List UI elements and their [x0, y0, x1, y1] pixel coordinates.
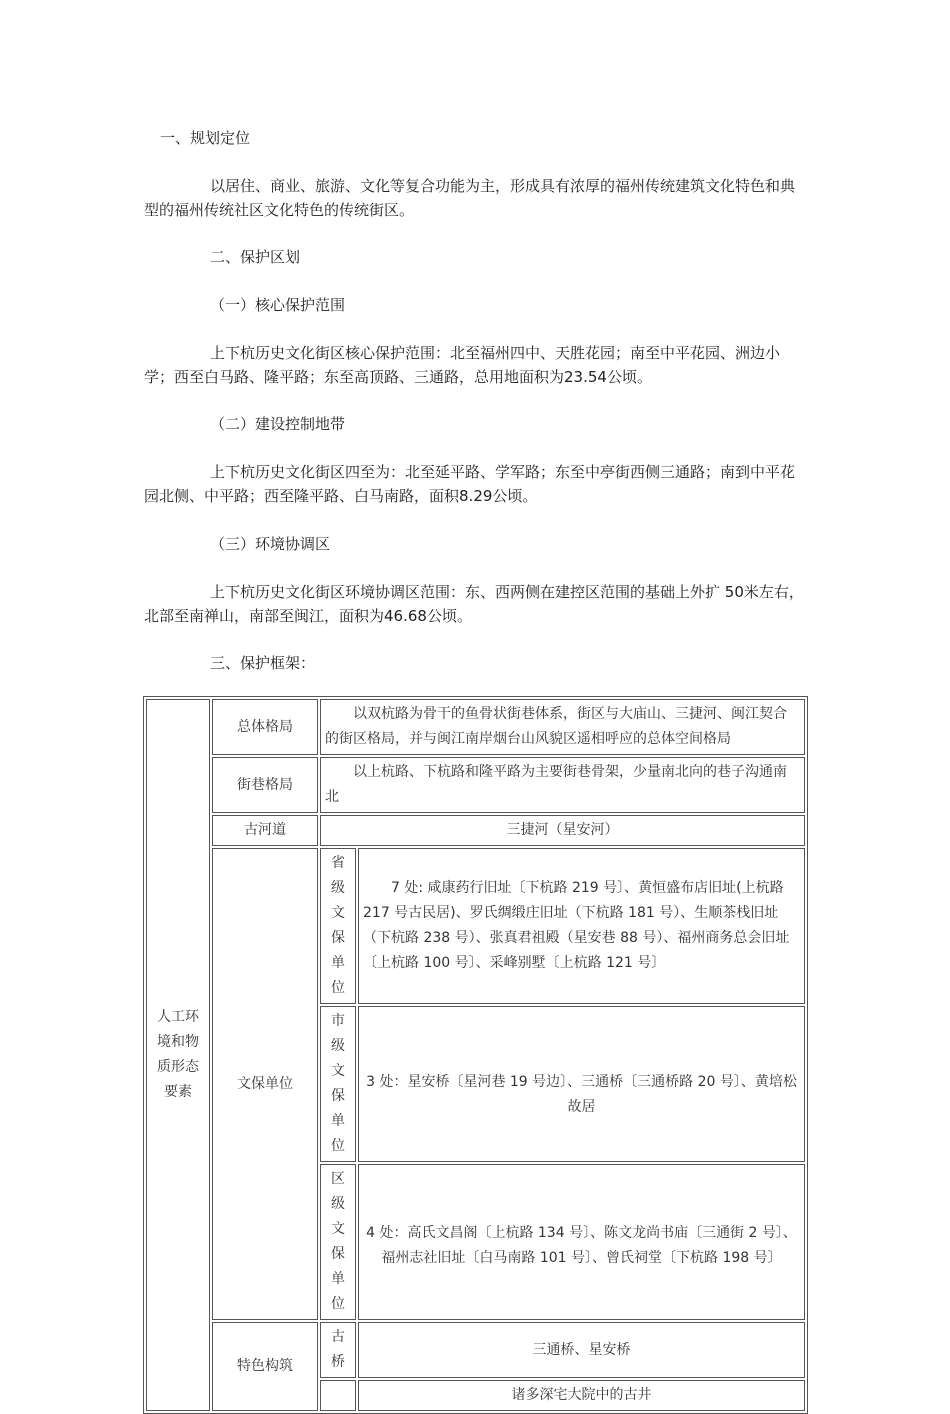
street-layout-text: 以上杭路、下杭路和隆平路为主要街巷骨架，少量南北向的巷子沟通南北 [320, 757, 805, 813]
category-cell [146, 699, 210, 1411]
overall-layout-text: 以双杭路为骨干的鱼骨状街巷体系，街区与大庙山、三捷河、闽江契合的街区格局，并与闽江南岸烟台山风貌区遥相呼应的总体空间格局 [320, 699, 805, 755]
district-text: 4 处：高氏文昌阁〔上杭路 134 号〕、陈文龙尚书庙〔三通街 2 号〕、福州志社旧址〔白马南路 101 号〕、曾氏祠堂〔下杭路 198 号〕 [358, 1164, 805, 1320]
district-label: 区级文保单位 [320, 1164, 356, 1320]
subsection-environment-text: 上下杭历史文化街区环境协调区范围：东、西两侧在建控区范围的基础上外扩 50米左右，北部至南禅山，南部至闽江，面积为46.68公顷。 [144, 583, 804, 625]
ancient-bridge-text: 三通桥、星安桥 [358, 1322, 805, 1378]
provincial-text: 7 处: 咸康药行旧址〔下杭路 219 号〕、黄恒盛布店旧址(上杭路 217 号古民居)、罗氏绸缎庄旧址（下杭路 181 号）、生顺茶栈旧址（下杭路 238 号）、张真君祖殿（星安巷 88 号）、福州商务总会旧址〔上杭路 100 号〕、采峰别墅〔上杭路 121 号〕 [358, 848, 805, 1004]
ancient-river-text: 三捷河（星安河） [320, 815, 805, 846]
protection-framework-table [143, 696, 808, 1414]
street-layout-label: 街巷格局 [212, 757, 318, 813]
section-1-heading: 一、规划定位 [160, 129, 251, 147]
section-2-heading: 二、保护区划 [210, 248, 301, 266]
overall-layout-label: 总体格局 [212, 699, 318, 755]
ancient-well-text: 诸多深宅大院中的古井 [358, 1380, 805, 1411]
feature-structures-label: 特色构筑 [212, 1322, 318, 1411]
subsection-core-heading: （一）核心保护范围 [210, 296, 346, 314]
empty-cell [320, 1380, 356, 1411]
ancient-river-label: 古河道 [212, 815, 318, 846]
subsection-core-text: 上下杭历史文化街区核心保护范围：北至福州四中、天胜花园；南至中平花园、洲边小学；西至白马路、隆平路；东至高顶路、三通路，总用地面积为23.54公顷。 [144, 344, 781, 386]
heritage-units-label: 文保单位 [212, 848, 318, 1320]
section-3-heading: 三、保护框架： [210, 654, 316, 672]
ancient-bridge-label: 古桥 [320, 1322, 356, 1378]
subsection-environment-heading: （三）环境协调区 [210, 535, 331, 553]
subsection-construction-heading: （二）建设控制地带 [210, 415, 346, 433]
subsection-construction-text: 上下杭历史文化街区四至为：北至延平路、学军路；东至中亭街西侧三通路；南到中平花园北侧、中平路；西至隆平路、白马南路，面积8.29公顷。 [144, 463, 796, 505]
provincial-label: 省级文保单位 [320, 848, 356, 1004]
city-label: 市级文保单位 [320, 1006, 356, 1162]
category-label: 人工环境和物质形态要素 [157, 1009, 199, 1100]
city-text: 3 处：星安桥〔星河巷 19 号边〕、三通桥〔三通桥路 20 号〕、黄培松故居 [358, 1006, 805, 1162]
section-1-text: 以居住、商业、旅游、文化等复合功能为主，形成具有浓厚的福州传统建筑文化特色和典型的福州传统社区文化特色的传统街区。 [144, 177, 796, 219]
